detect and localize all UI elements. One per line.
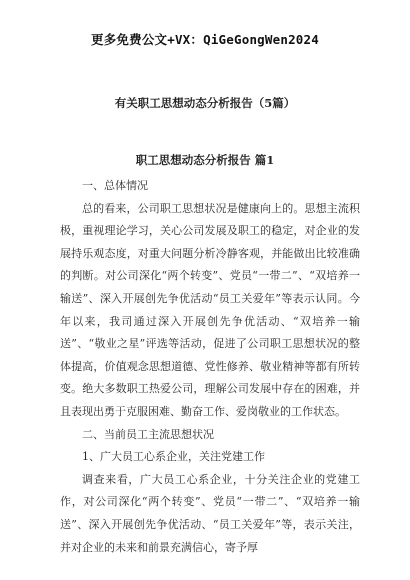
section-heading-overview: 一、总体情况 (82, 179, 148, 192)
section-title: 职工思想动态分析报告 篇1 (135, 153, 275, 167)
paragraph-survey: 调查来看，广大员工心系企业，十分关注企业的党建工作，对公司深化“两个转变”、党员“一带二”、“双培养一输送”、深入开展创先争优活动、“员工关爱年”等，表示关注，并对企业的未来和前景充满信心，寄予厚 (60, 472, 360, 554)
subheading-employee-focus: 1、广大员工心系企业，关注党建工作 (82, 450, 265, 464)
section-heading-current-status: 二、当前员工主流思想状况 (82, 427, 214, 441)
promo-banner: 更多免费公文+VX：QiGeGongWen2024 (91, 32, 319, 47)
paragraph-overview: 总的看来，公司职工思想状况是健康向上的。思想主流积极，重视理论学习，关心公司发展及职工的稳定，对企业的发展持乐观态度，对重大问题分析冷静客观，并能做出比较准确的判断。对公司深化“两个转变”、党员“一带二”、“双培养一输送”、深入开展创先争优活动“员工关爱年”等表示认同。今年以来，我司通过深入开展创先争优活动、“双培养一输送”、“敬业之星”评选等活动，促进了公司职工思想状况的整体提高，价值观念思想道德、党性修养、敬业精神等都有所转变。绝大多数职工热爱公司，理解公司发展中存在的困难，并且表现出勇于克服困难、勤奋工作、爱岗敬业的工作状态。 (60, 201, 360, 418)
document-title: 有关职工思想动态分析报告（5篇） (114, 96, 296, 110)
document-body (60, 175, 360, 559)
